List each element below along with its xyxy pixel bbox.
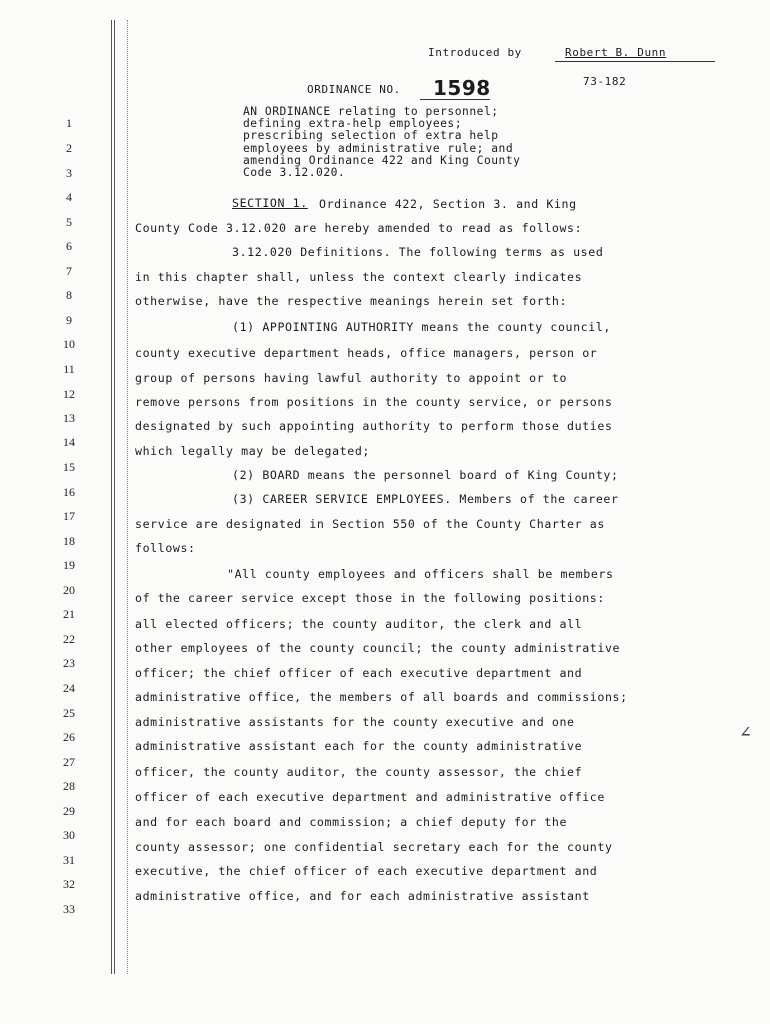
- margin-rule: [127, 20, 128, 974]
- line-number: 22: [63, 632, 75, 646]
- line-number: 19: [63, 558, 75, 572]
- body-line: administrative office, the members of all boards and commissions;: [135, 690, 628, 704]
- line-number: 27: [63, 755, 75, 769]
- body-line: in this chapter shall, unless the context clearly indicates: [135, 270, 583, 284]
- line-number: 9: [66, 313, 72, 327]
- ordinance-title: [243, 106, 520, 179]
- line-number: 4: [66, 190, 72, 204]
- title-line: prescribing selection of extra help: [243, 129, 499, 143]
- body-line: County Code 3.12.020 are hereby amended to read as follows:: [135, 221, 583, 235]
- line-number: 7: [66, 264, 72, 278]
- line-number: 12: [63, 387, 75, 401]
- body-line: follows:: [135, 541, 196, 555]
- body-line: and for each board and commission; a chief deputy for the: [135, 815, 568, 829]
- body-line: service are designated in Section 550 of the County Charter as: [135, 517, 605, 531]
- line-number: 6: [66, 239, 72, 253]
- line-number: 28: [63, 779, 75, 793]
- line-number: 29: [63, 804, 75, 818]
- section-heading: SECTION 1.: [232, 196, 308, 210]
- body-line: administrative assistant each for the county administrative: [135, 739, 583, 753]
- body-line: officer, the county auditor, the county assessor, the chief: [135, 765, 583, 779]
- body-line: officer; the chief officer of each executive department and: [135, 666, 583, 680]
- line-number: 31: [63, 853, 75, 867]
- body-line: 3.12.020 Definitions. The following terms as used: [232, 245, 604, 259]
- line-number: 13: [63, 411, 75, 425]
- ordinance-label: ORDINANCE NO.: [307, 83, 401, 96]
- signature-line: [555, 61, 715, 62]
- line-number: 33: [63, 902, 75, 916]
- margin-rule: [114, 20, 115, 974]
- body-line: county assessor; one confidential secretary each for the county: [135, 840, 613, 854]
- body-line: (3) CAREER SERVICE EMPLOYEES. Members of the career: [232, 492, 619, 506]
- line-number: 24: [63, 681, 75, 695]
- title-line: AN ORDINANCE relating to personnel;: [243, 105, 499, 118]
- body-line: (2) BOARD means the personnel board of King County;: [232, 468, 619, 482]
- body-line: group of persons having lawful authority to appoint or to: [135, 371, 568, 385]
- body-line: "All county employees and officers shall be members: [227, 567, 614, 581]
- body-line: designated by such appointing authority to perform those duties: [135, 419, 613, 433]
- body-line: Ordinance 422, Section 3. and King: [319, 197, 577, 211]
- body-line: remove persons from positions in the county service, or persons: [135, 395, 613, 409]
- title-line: Code 3.12.020.: [243, 166, 346, 180]
- line-number: 26: [63, 730, 75, 744]
- line-number: 20: [63, 583, 75, 597]
- line-number: 23: [63, 656, 75, 670]
- body-line: otherwise, have the respective meanings herein set forth:: [135, 294, 568, 308]
- line-number: 3: [66, 166, 72, 180]
- body-line: administrative office, and for each administrative assistant: [135, 889, 590, 903]
- body-line: (1) APPOINTING AUTHORITY means the county council,: [232, 320, 612, 334]
- line-number: 1: [66, 116, 72, 130]
- body-line: other employees of the county council; the county administrative: [135, 641, 621, 655]
- line-number: 21: [63, 607, 75, 621]
- body-line: of the career service except those in the following positions:: [135, 591, 605, 605]
- line-number: 10: [63, 337, 75, 351]
- line-number: 5: [66, 215, 72, 229]
- title-line: amending Ordinance 422 and King County: [243, 153, 521, 167]
- reference-number: 73-182: [583, 75, 627, 88]
- body-line: administrative assistants for the county executive and one: [135, 715, 575, 729]
- line-number: 17: [63, 509, 75, 523]
- line-number: 18: [63, 534, 75, 548]
- title-line: employees by administrative rule; and: [243, 141, 514, 155]
- line-number: 8: [66, 288, 72, 302]
- line-number: 16: [63, 485, 75, 499]
- margin-check-mark: ∠: [740, 722, 751, 743]
- line-number: 11: [63, 362, 75, 376]
- body-line: county executive department heads, office managers, person or: [135, 346, 598, 360]
- body-line: officer of each executive department and administrative office: [135, 790, 605, 804]
- introduced-by-label: Introduced by: [428, 46, 522, 59]
- body-line: which legally may be delegated;: [135, 444, 370, 458]
- ordinance-number: 1598: [433, 76, 491, 100]
- title-line: defining extra-help employees;: [243, 117, 463, 131]
- line-number: 14: [63, 435, 75, 449]
- sponsor-name: Robert B. Dunn: [565, 46, 667, 59]
- line-number: 30: [63, 828, 75, 842]
- ordinance-number-line: [420, 99, 490, 100]
- margin-rule: [111, 20, 112, 974]
- line-number: 15: [63, 460, 75, 474]
- body-line: executive, the chief officer of each executive department and: [135, 864, 598, 878]
- line-number: 32: [63, 877, 75, 891]
- line-number: 25: [63, 706, 75, 720]
- body-line: all elected officers; the county auditor, the clerk and all: [135, 617, 583, 631]
- line-number: 2: [66, 141, 72, 155]
